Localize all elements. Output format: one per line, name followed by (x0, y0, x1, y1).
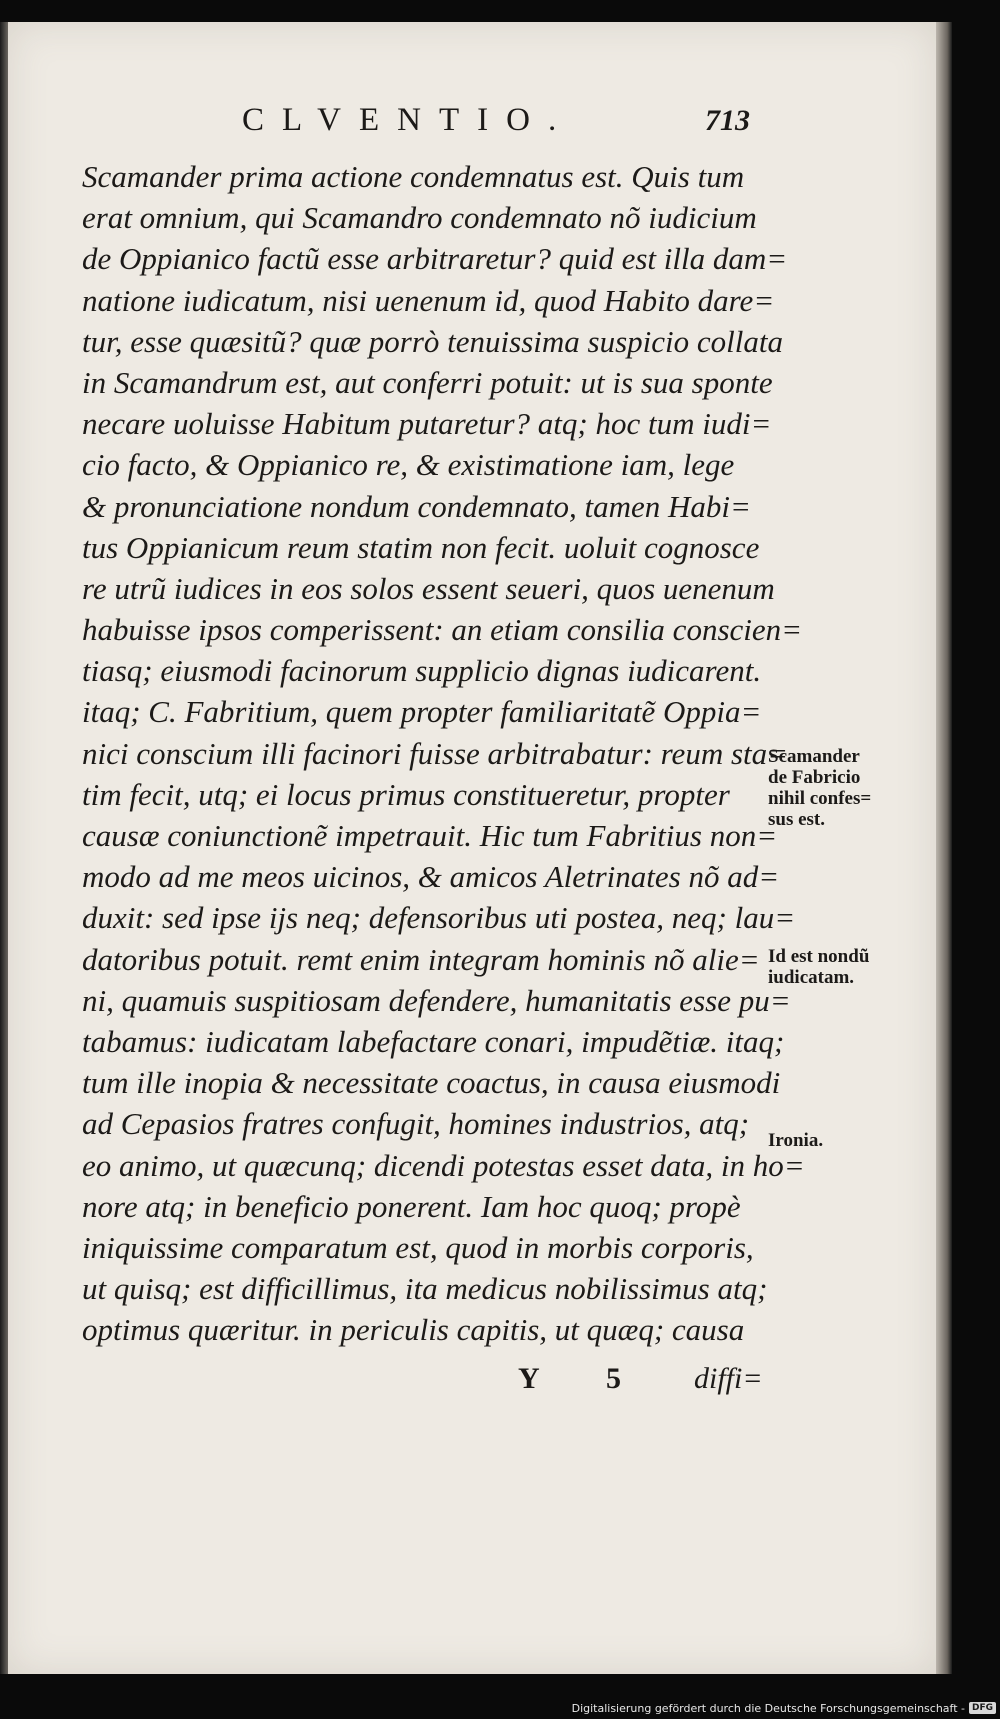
text-line: itaq; C. Fabritium, quem propter familiaritatẽ Oppia= (82, 694, 762, 730)
text-line: modo ad me meos uicinos, & amicos Aletrinates nõ ad= (82, 859, 780, 895)
text-line: cio facto, & Oppianico re, & existimatione iam, lege (82, 447, 735, 483)
text-line: ni, quamuis suspitiosam defendere, humanitatis esse pu= (82, 982, 791, 1018)
page-number: 713 (705, 104, 750, 137)
text-line: datoribus potuit. remt enim integram hominis nõ alie= (82, 941, 760, 977)
text-line: tus Oppianicum reum statim non fecit. uoluit cognosce (82, 529, 760, 565)
text-line: re utrũ iudices in eos solos essent seueri, quos uenenum (82, 570, 775, 606)
text-line: tim fecit, utq; ei locus primus constitueretur, propter (82, 776, 730, 812)
text-line: natione iudicatum, nisi uenenum id, quod Habito dare= (82, 282, 775, 318)
text-line: necare uoluisse Habitum putaretur? atq; hoc tum iudi= (82, 406, 772, 442)
text-line: nici conscium illi facinori fuisse arbitrabatur: reum sta= (82, 735, 789, 771)
marginal-line: Id est nondũ (768, 946, 870, 967)
text-line: in Scamandrum est, aut conferri potuit: ut is sua sponte (82, 364, 773, 400)
text-line: optimus quæritur. in periculis capitis, ut quæq; causa (82, 1312, 745, 1348)
text-line: nore atq; in beneficio ponerent. Iam hoc quoq; propè (82, 1188, 741, 1224)
text-line: de Oppianico factũ esse arbitraretur? quid est illa dam= (82, 241, 788, 277)
text-line: eo animo, ut quæcunq; dicendi potestas esset data, in ho= (82, 1147, 805, 1183)
text-line: tiasq; eiusmodi facinorum supplicio dignas iudicarent. (82, 653, 762, 689)
dfg-logo: DFG (969, 1702, 996, 1714)
page-header (8, 102, 936, 142)
marginal-line: de Fabricio (768, 767, 861, 788)
marginal-note-scamander (768, 746, 871, 830)
text-line: tum ille inopia & necessitate coactus, in causa eiusmodi (82, 1065, 781, 1101)
text-line: duxit: sed ipse ijs neq; defensoribus uti postea, neq; lau= (82, 900, 796, 936)
catchline (8, 1362, 936, 1402)
marginal-line: nihil confes= (768, 788, 872, 809)
text-line: ad Cepasios fratres confugit, homines industrios, atq; (82, 1106, 750, 1142)
funding-credit: Digitalisierung gefördert durch die Deutsche Forschungsgemeinschaft - (571, 1701, 965, 1715)
text-line: Scamander prima actione condemnatus est. Quis tum (82, 159, 745, 194)
text-line: ut quisq; est difficillimus, ita medicus nobilissimus atq; (82, 1271, 768, 1307)
page-right-edge (936, 22, 952, 1674)
marginal-note-ironia (768, 1130, 823, 1151)
marginal-line: Ironia. (768, 1130, 824, 1151)
text-line: tur, esse quæsitũ? quæ porrò tenuissima suspicio collata (82, 323, 783, 359)
text-line: erat omnium, qui Scamandro condemnato nõ iudicium (82, 200, 757, 236)
text-line: habuisse ipsos comperissent: an etiam consilia conscien= (82, 612, 803, 648)
marginal-note-nondum (768, 946, 869, 988)
catchword: diffi= (694, 1362, 763, 1395)
text-line: tabamus: iudicatam labefactare conari, impudẽtiæ. itaq; (82, 1023, 785, 1059)
digitization-footer (572, 1700, 996, 1716)
book-page (8, 22, 936, 1674)
marginal-line: Scamander (768, 746, 860, 767)
signature-mark: Y 5 (518, 1362, 652, 1395)
text-line: iniquissime comparatum est, quod in morbis corporis, (82, 1229, 754, 1265)
text-line: causæ coniunctionẽ impetrauit. Hic tum Fabritius non= (82, 818, 778, 853)
marginal-line: iudicatam. (768, 967, 855, 988)
text-line: & pronunciatione nondum condemnato, tamen Habi= (82, 488, 751, 524)
running-head: CLVENTIO. (242, 102, 575, 138)
marginal-line: sus est. (768, 809, 826, 830)
